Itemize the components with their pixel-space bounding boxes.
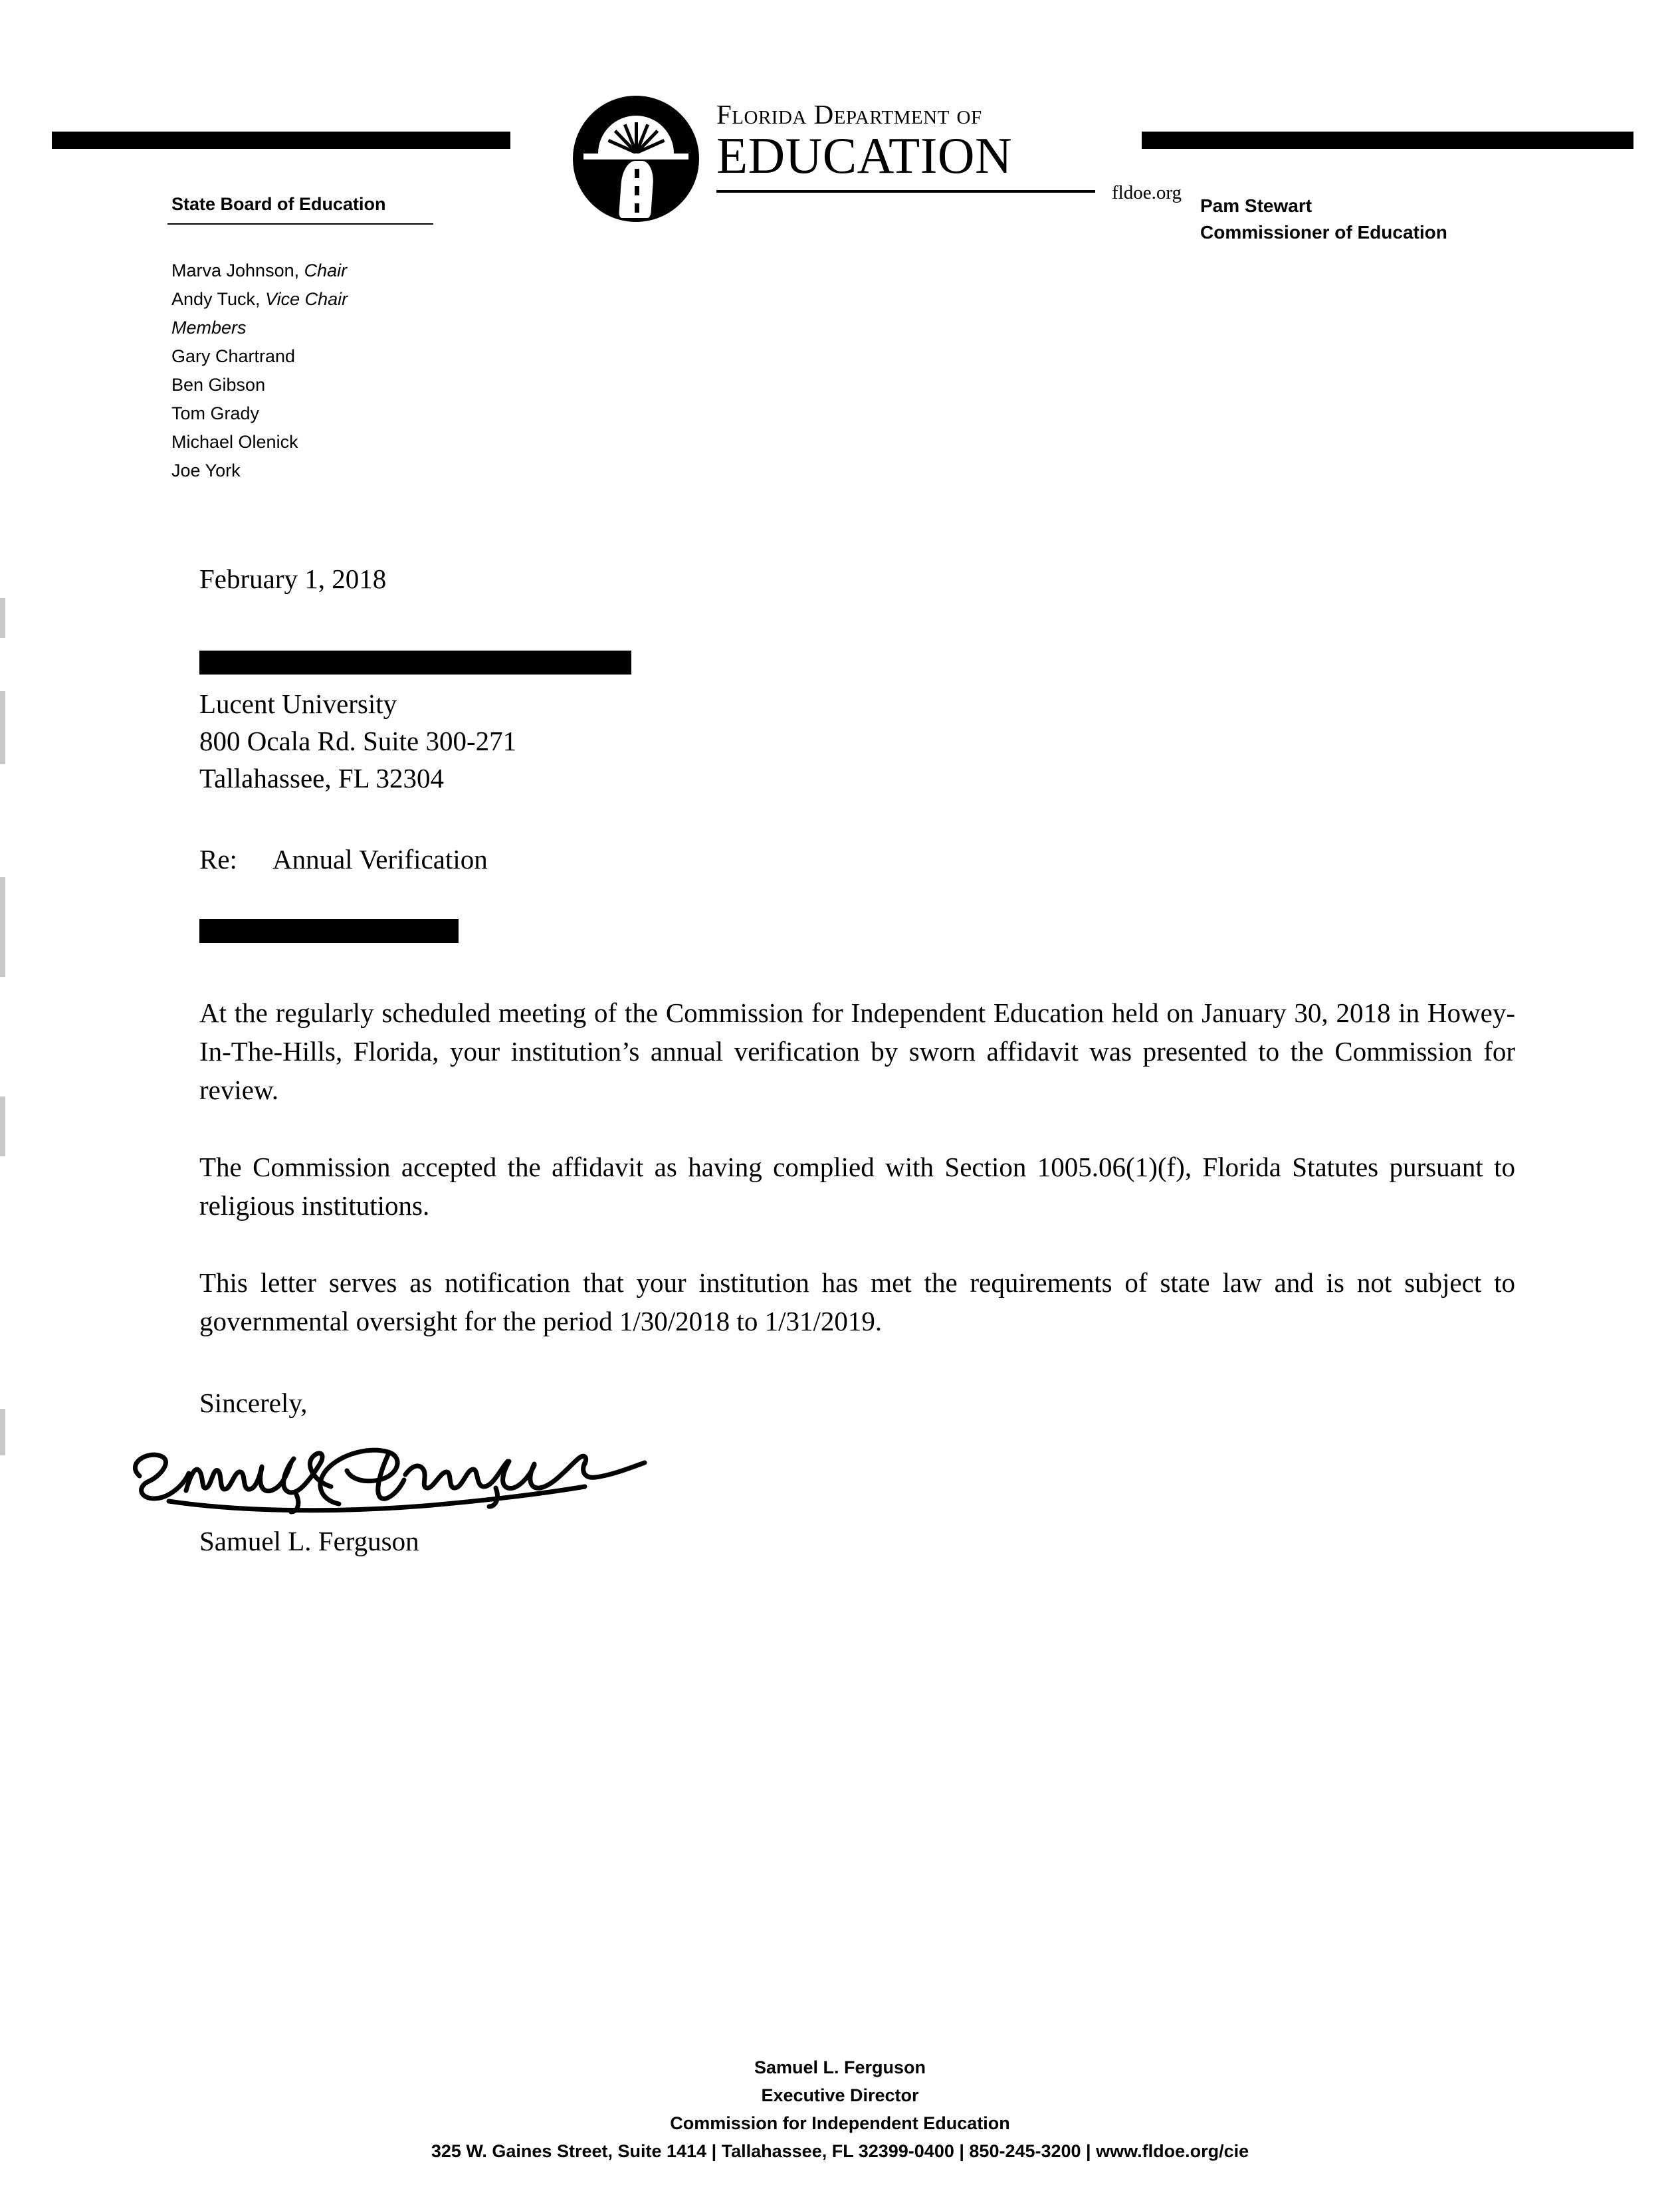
recipient-address [199, 685, 1515, 797]
list-item: Ben Gibson [171, 375, 266, 395]
subject-line [199, 842, 1515, 877]
list-item: Marva Johnson, Chair [171, 261, 348, 280]
list-item: Joe York [171, 461, 241, 480]
recipient-city-state-zip: Tallahassee, FL 32304 [199, 763, 444, 793]
paragraph-1: At the regularly scheduled meeting of the Commission for Independent Education held on January 30, 2018 in Howey-In-The-Hills, Florida, your institution’s annual verification by sworn affidavit was presented to the Commission for review. [199, 997, 1515, 1105]
redaction-bar-recipient [199, 651, 631, 675]
fldoe-url: fldoe.org [1112, 182, 1182, 204]
list-item: Gary Chartrand [171, 346, 296, 366]
list-item: Tom Grady [171, 403, 260, 423]
scan-artifact [0, 691, 5, 764]
department-masthead [716, 101, 1182, 202]
state-board-heading: State Board of Education [171, 194, 386, 214]
commissioner-block [1200, 193, 1447, 246]
recipient-street: 800 Ocala Rd. Suite 300-271 [199, 726, 517, 756]
redaction-bar-salutation [199, 919, 459, 943]
scan-artifact [0, 1096, 5, 1156]
commissioner-title: Commissioner of Education [1200, 222, 1447, 243]
closing: Sincerely, [199, 1388, 308, 1418]
paragraph-3: This letter serves as notification that your institution has met the requirements of state law and is not subject to governmental oversight for the period 1/30/2018 to 1/31/2019. [199, 1267, 1515, 1336]
re-label: Re: [199, 844, 237, 875]
scan-artifact [0, 877, 5, 977]
scan-artifact [0, 1409, 5, 1455]
list-item: Michael Olenick [171, 432, 298, 452]
paragraph-2: The Commission accepted the affidavit as having complied with Section 1005.06(1)(f), Florida Statutes pursuant to religious institutions. [199, 1152, 1515, 1221]
footer-address: 325 W. Gaines Street, Suite 1414 | Tallahassee, FL 32399-0400 | 850-245-3200 | www.fldoe.org/cie [431, 2141, 1249, 2161]
letter-body [199, 562, 1515, 1558]
list-item: Andy Tuck, Vice Chair [171, 289, 348, 309]
recipient-name: Lucent University [199, 688, 397, 719]
header-rule-right [1142, 132, 1633, 149]
list-item: Members [171, 318, 247, 338]
footer-title: Executive Director [761, 2085, 919, 2105]
re-subject: Annual Verification [272, 844, 488, 875]
signer-name: Samuel L. Ferguson [199, 1526, 419, 1556]
footer-name: Samuel L. Ferguson [754, 2057, 926, 2077]
signature-image [120, 1424, 1515, 1524]
fldoe-seal-icon [573, 96, 699, 222]
org-line-1: Florida Department of [716, 99, 982, 130]
commissioner-name: Pam Stewart [1200, 195, 1312, 216]
header-rule-left [52, 132, 510, 149]
footer-division: Commission for Independent Education [670, 2113, 1010, 2133]
state-board-member-list [171, 257, 348, 485]
org-line-2: EDUCATION [716, 127, 1013, 184]
masthead-rule [716, 190, 1095, 193]
state-board-underline [167, 223, 433, 225]
letter-date: February 1, 2018 [199, 564, 387, 594]
page-footer [0, 2053, 1680, 2165]
scan-artifact [0, 598, 5, 638]
